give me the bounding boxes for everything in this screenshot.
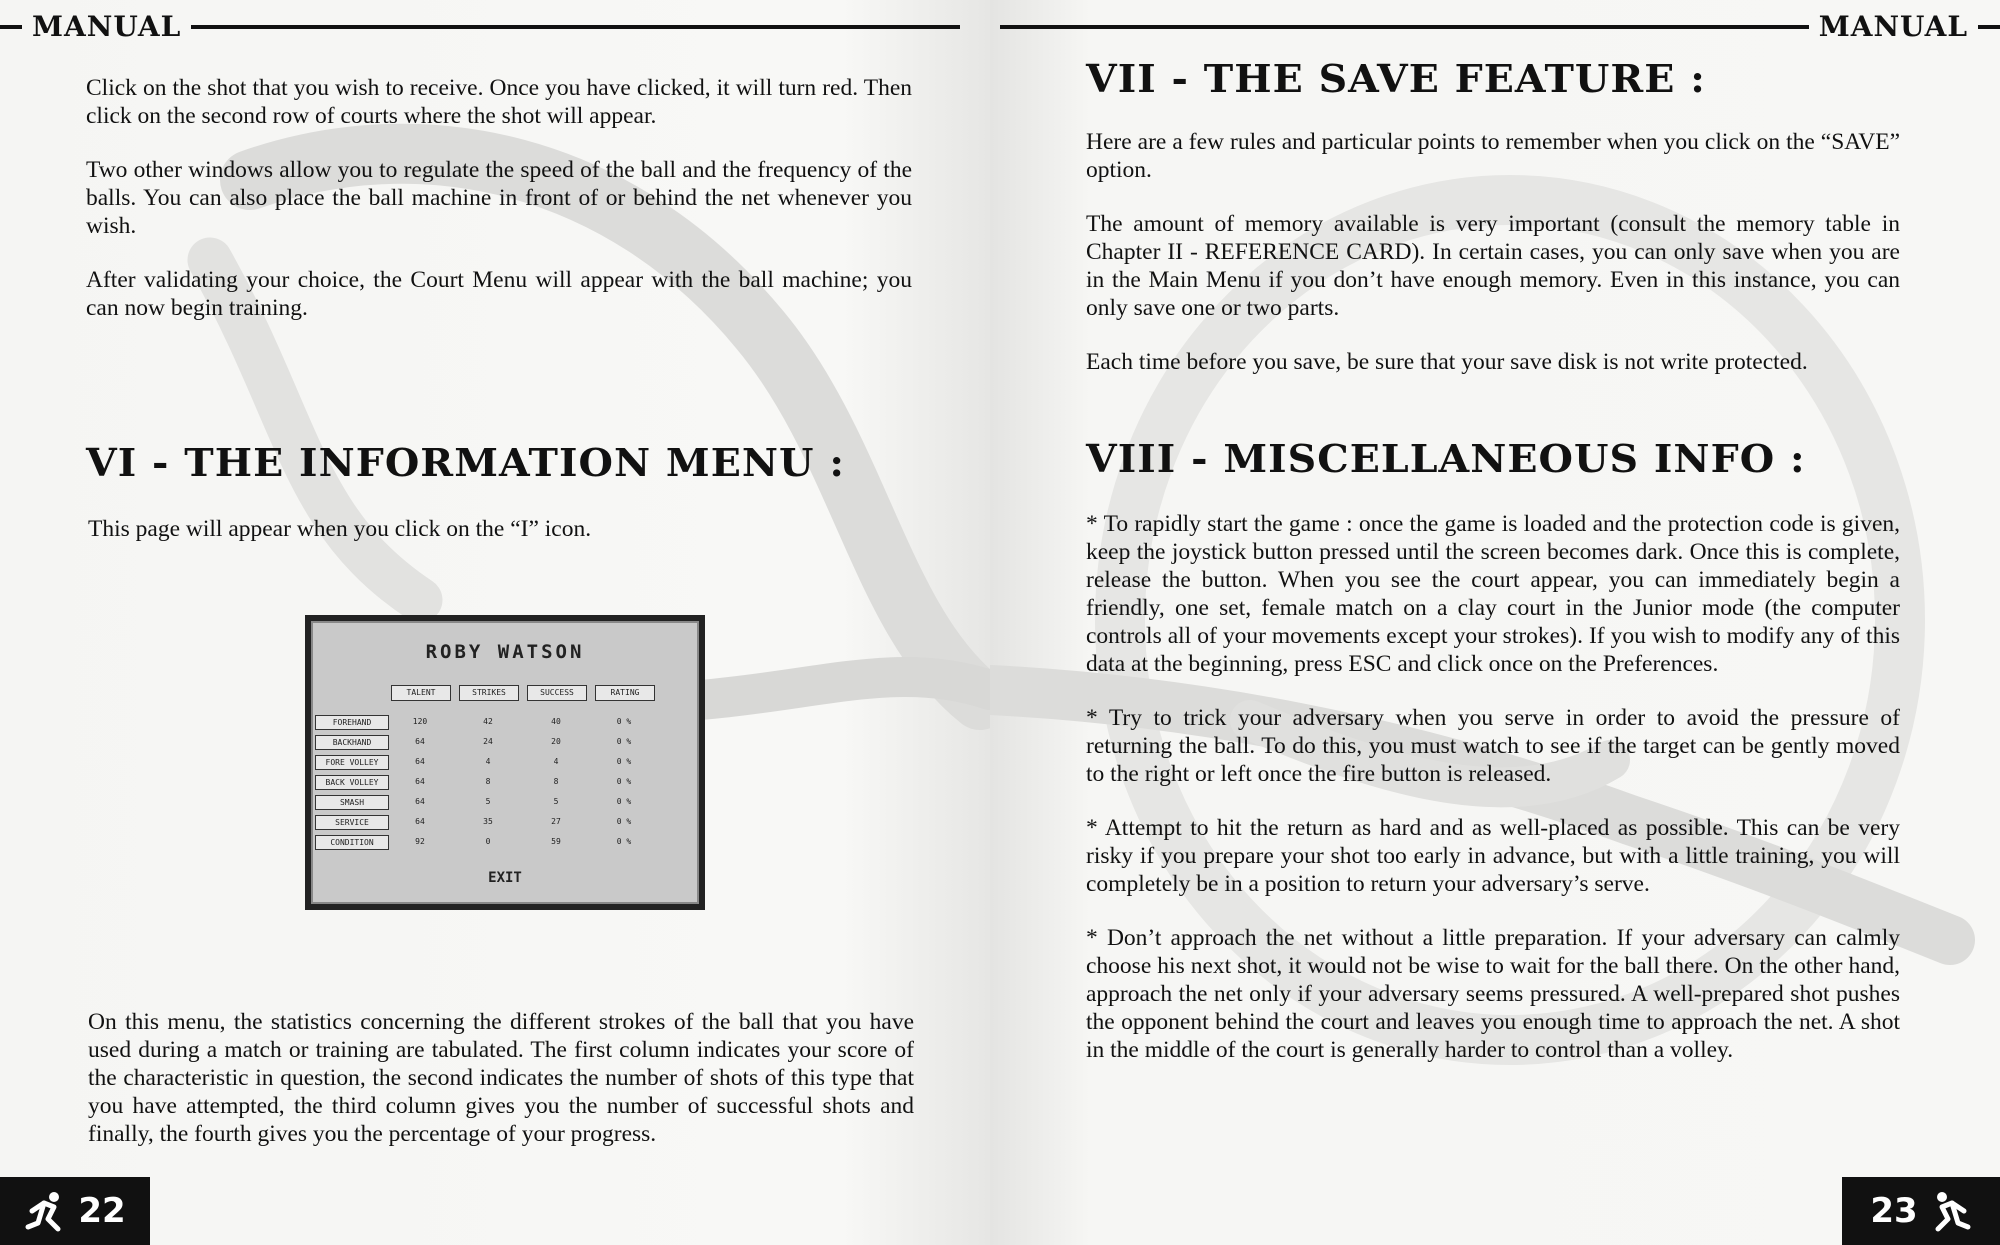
information-menu-screenshot: [305, 615, 705, 910]
cell: 0 %: [616, 757, 632, 766]
right-header: [1000, 10, 2000, 43]
page-number-left-text: 22: [78, 1191, 126, 1231]
cell: 64: [415, 757, 425, 766]
save-paragraph-2: The amount of memory available is very important (consult the memory table in Chapter II - REFERENCE CARD). In certain cases, you can only save when you are in the Main Menu if you don’t have enough memory. Even in this instance, you can only save one or two parts.: [1086, 211, 1900, 321]
left-paragraph-2: Two other windows allow you to regulate the speed of the ball and the frequency of the balls. You can also place the ball machine in front of or behind the net whenever you wish.: [86, 157, 912, 239]
page-number-left: [0, 1177, 150, 1245]
row-label-fore-volley: FORE VOLLEY: [315, 755, 389, 770]
left-paragraph-3: After validating your choice, the Court Menu will appear with the ball machine; you can now begin training.: [86, 267, 912, 321]
exit-button: EXIT: [488, 870, 522, 886]
cell: 64: [415, 737, 425, 746]
cell: 0 %: [616, 797, 632, 806]
cell: 4: [553, 757, 559, 766]
cell: 0 %: [616, 817, 632, 826]
cell: 20: [551, 737, 561, 746]
cell: 4: [485, 757, 491, 766]
row-label-backhand: BACKHAND: [315, 735, 389, 750]
header-tick: [1978, 25, 2000, 29]
header-rule: [1000, 25, 1809, 29]
cell: 40: [551, 717, 561, 726]
cell: 59: [551, 837, 561, 846]
cell: 0 %: [616, 737, 632, 746]
cell: 27: [551, 817, 561, 826]
left-intro-block: [86, 74, 912, 322]
column-header-talent: TALENT: [391, 685, 451, 701]
cell: 35: [483, 817, 493, 826]
save-feature-block: [1086, 128, 1900, 376]
cell: 0 %: [616, 717, 632, 726]
information-menu-body: On this menu, the statistics concerning the different strokes of the ball that you have used during a match or training are tabulated. The first column indicates your score of the characteristic in question, the second indicates the number of shots of this type that you have attempted, the third column gives you the number of successful shots and finally, the fourth gives you the percentage of your progress.: [88, 1009, 914, 1147]
left-header: [0, 10, 960, 43]
misc-paragraph-1: * To rapidly start the game : once the game is loaded and the protection code is given, keep the joystick button pressed until the screen becomes dark. Once this is complete, release the button. When you see the court appear, you can immediately begin a friendly, one set, female match on a clay court in the Junior mode (the computer controls all of your movements except your strokes). If you wish to modify any of this data at the beginning, press ESC and click once on the Preferences.: [1086, 511, 1900, 677]
misc-paragraph-2: * Try to trick your adversary when you serve in order to avoid the pressure of returning the ball. To do this, you must watch to see if the target can be gently moved to the right or left once the fire button is released.: [1086, 705, 1900, 787]
row-label-back-volley: BACK VOLLEY: [315, 775, 389, 790]
column-header-strikes: STRIKES: [459, 685, 519, 701]
right-page: [990, 0, 2000, 1245]
row-label-smash: SMASH: [315, 795, 389, 810]
column-header-rating: RATING: [595, 685, 655, 701]
cell: 0 %: [616, 837, 632, 846]
tennis-player-icon: [24, 1189, 68, 1233]
row-label-forehand: FOREHAND: [315, 715, 389, 730]
left-paragraph-1: Click on the shot that you wish to receive. Once you have clicked, it will turn red. Then click on the second row of courts where the shot will appear.: [86, 75, 912, 129]
misc-paragraph-3: * Attempt to hit the return as hard and as well-placed as possible. This can be very risky if you prepare your shot too early in advance, but with a little training, you will completely be in a position to return your adversary’s serve.: [1086, 815, 1900, 897]
header-rule: [191, 25, 960, 29]
section-title-save-feature: VII - THE SAVE FEATURE :: [1086, 56, 1706, 101]
row-label-condition: CONDITION: [315, 835, 389, 850]
header-label: MANUAL: [1818, 10, 1968, 43]
header-label: MANUAL: [32, 10, 182, 43]
misc-info-block: [1086, 510, 1900, 1064]
cell: 64: [415, 777, 425, 786]
cell: 120: [412, 717, 428, 726]
cell: 64: [415, 797, 425, 806]
information-menu-intro: This page will appear when you click on the “I” icon.: [88, 516, 592, 542]
cell: 0 %: [616, 777, 632, 786]
cell: 5: [485, 797, 491, 806]
save-paragraph-1: Here are a few rules and particular points to remember when you click on the “SAVE” option.: [1086, 129, 1900, 183]
cell: 0: [485, 837, 491, 846]
cell: 92: [415, 837, 425, 846]
misc-paragraph-4: * Don’t approach the net without a little preparation. If your adversary can calmly choose his next shot, it would not be wise to wait for the ball there. On the other hand, approach the net only if your adversary seems pressured. A well-prepared shot pushes the opponent behind the court and leaves you enough time to approach the net. A shot in the middle of the court is generally harder to control than a volley.: [1086, 925, 1900, 1063]
cell: 42: [483, 717, 493, 726]
cell: 8: [553, 777, 559, 786]
save-paragraph-3: Each time before you save, be sure that your save disk is not write protected.: [1086, 349, 1808, 375]
player-name: ROBY WATSON: [425, 641, 585, 663]
screenshot-screen: [311, 621, 699, 904]
cell: 64: [415, 817, 425, 826]
page-number-right: [1842, 1177, 2000, 1245]
column-header-success: SUCCESS: [527, 685, 587, 701]
cell: 5: [553, 797, 559, 806]
section-title-information-menu: VI - THE INFORMATION MENU :: [86, 440, 845, 485]
header-tick: [0, 25, 22, 29]
page-number-right-text: 23: [1870, 1191, 1918, 1231]
left-page: [0, 0, 990, 1245]
section-title-miscellaneous-info: VIII - MISCELLANEOUS INFO :: [1086, 436, 1806, 481]
cell: 8: [485, 777, 491, 786]
row-label-service: SERVICE: [315, 815, 389, 830]
cell: 24: [483, 737, 493, 746]
tennis-player-icon: [1928, 1189, 1972, 1233]
